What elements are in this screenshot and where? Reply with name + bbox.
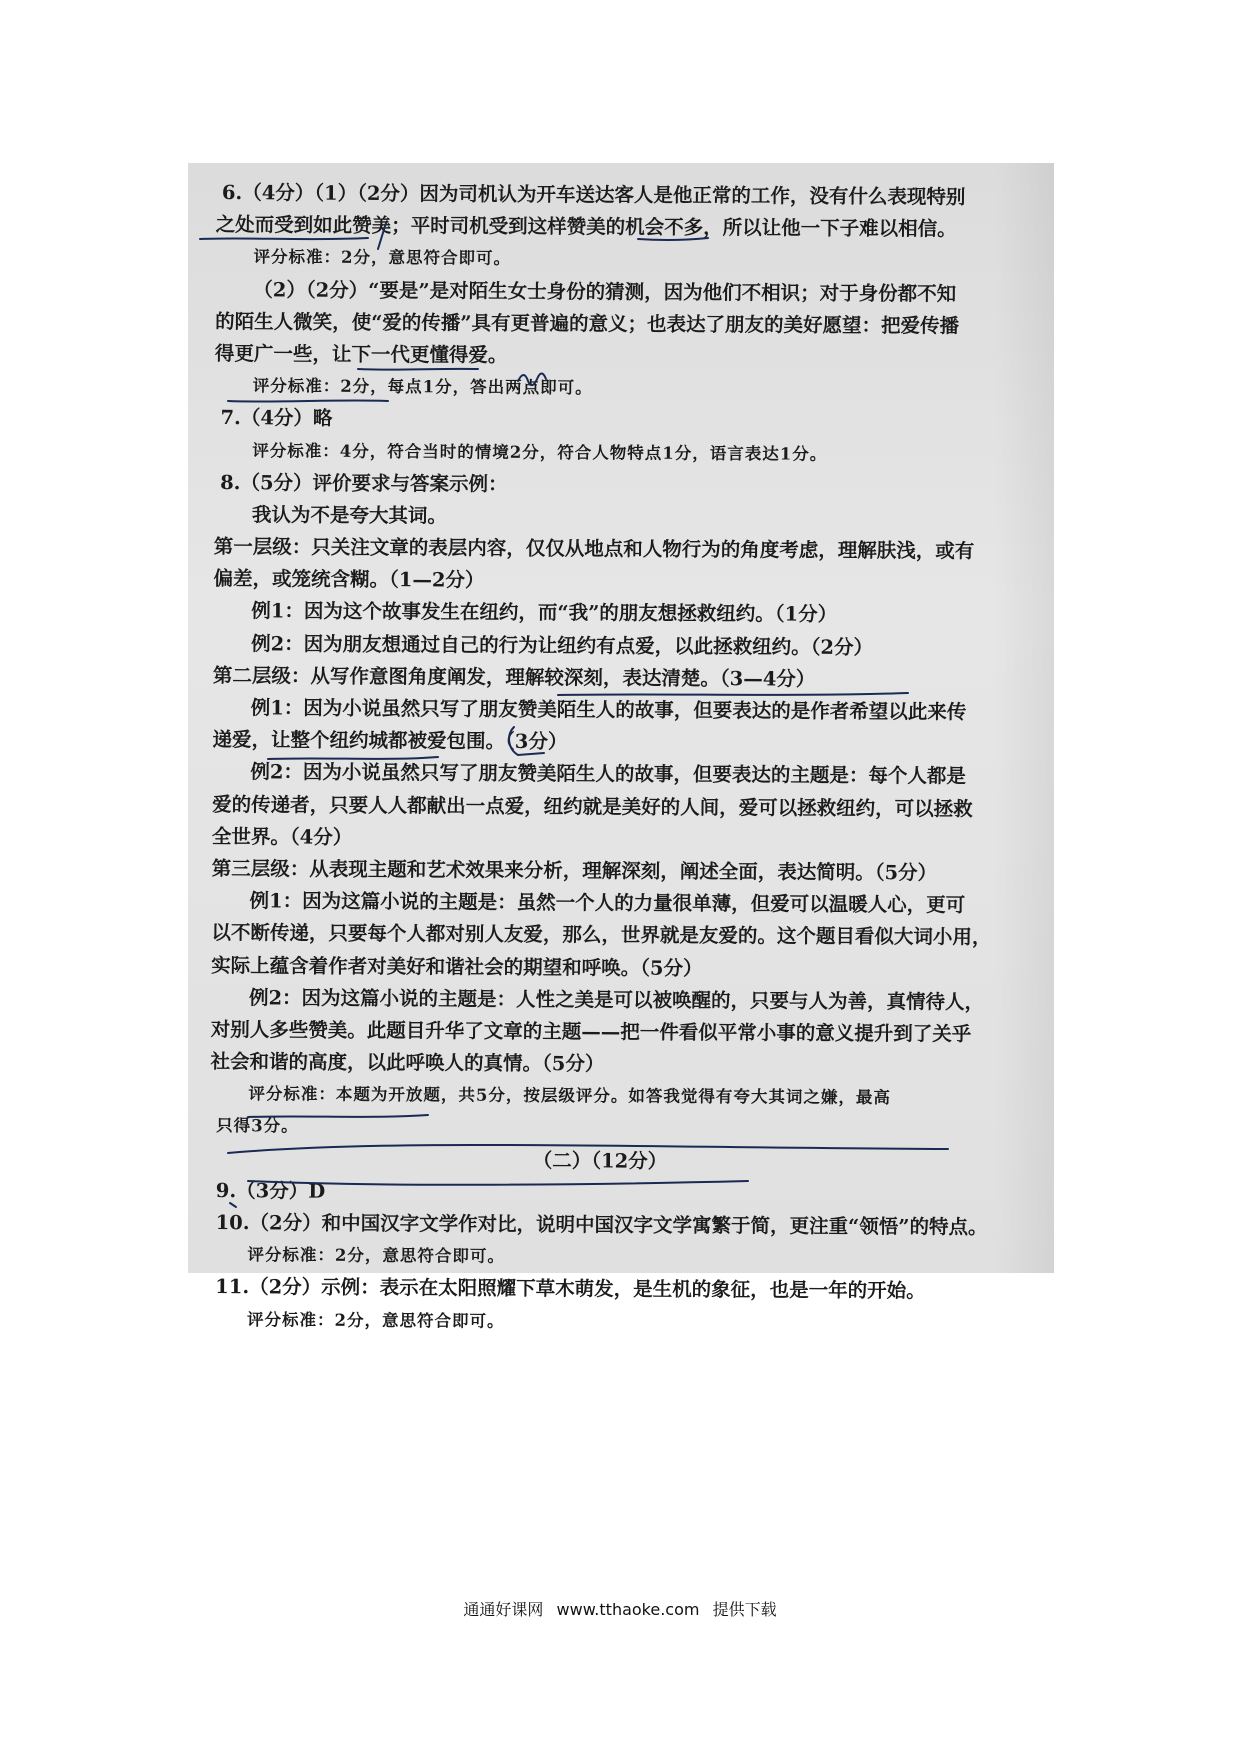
text-line: 第三层级：从表现主题和艺术效果来分析，理解深刻，阐述全面，表达简明。（5分）	[211, 856, 938, 885]
text-line: 评分标准：本题为开放题，共5分，按层级评分。如答我觉得有夸大其词之嫌，最高	[248, 1084, 891, 1108]
text-line: 全世界。（4分）	[211, 824, 353, 849]
text-line: 得更广一些，让下一代更懂得爱。	[214, 341, 508, 367]
text-line: 实际上蕴含着作者对美好和谐社会的期望和呼唤。（5分）	[211, 953, 703, 980]
text-line: 以不断传递，只要每个人都对别人友爱，那么，世界就是友爱的。这个题目看似大词小用，	[211, 921, 992, 950]
text-line: 例2：因为小说虽然只写了朋友赞美陌生人的故事，但要表达的主题是：每个人都是	[250, 760, 967, 788]
scanned-answer-sheet-photo	[188, 163, 1054, 1331]
text-line: 我认为不是夸大其词。	[251, 503, 448, 528]
text-line: 例2：因为这篇小说的主题是：人性之美是可以被唤醒的，只要与人为善，真情待人，	[248, 985, 985, 1014]
text-line: 第二层级：从写作意图角度阐发，理解较深刻，表达清楚。（3—4分）	[212, 663, 816, 691]
text-line: 评分标准：2分，每点1分，答出两点即可。	[252, 376, 593, 398]
text-line: 例1：因为小说虽然只写了朋友赞美陌生人的故事，但要表达的是作者希望以此来传	[250, 696, 967, 724]
text-line: 评分标准：4分，符合当时的情境2分，符合人物特点1分，语言表达1分。	[252, 440, 828, 464]
text-line: （二）（12分）	[532, 1148, 668, 1173]
text-line: 8.（5分）评价要求与答案示例：	[220, 470, 508, 496]
footer-note: 提供下载	[712, 1600, 777, 1619]
text-line: 偏差，或笼统含糊。（1—2分）	[213, 567, 485, 592]
text-line: 的陌生人微笑，使“爱的传播”具有更普遍的意义；也表达了朋友的美好愿望：把爱传播	[215, 309, 960, 338]
answer-text-block	[209, 177, 996, 1340]
text-line: 递爱，让整个纽约城都被爱包围。（3分）	[212, 728, 568, 754]
text-line: 10.（2分）和中国汉字文学作对比，说明中国汉字文学寓繁于简，更注重“领悟”的特点。	[215, 1211, 988, 1239]
text-line: 之处而受到如此赞美；平时司机受到这样赞美的机会不多，所以让他一下子难以相信。	[215, 213, 957, 241]
text-line: 第一层级：只关注文章的表层内容，仅仅从地点和人物行为的角度考虑，理解肤浅，或有	[213, 535, 975, 563]
footer-url[interactable]: www.tthaoke.com	[556, 1600, 700, 1619]
text-line: 6.（4分）（1）（2分）因为司机认为开车送达客人是他正常的工作，没有什么表现特别	[221, 181, 966, 209]
text-line: 社会和谐的高度，以此呼唤人的真情。（5分）	[210, 1050, 605, 1076]
text-line: 评分标准：2分，意思符合即可。	[247, 1245, 505, 1266]
text-line: 只得3分。	[216, 1116, 299, 1136]
text-line: （2）（2分）“要是”是对陌生女士身份的猜测，因为他们不相识；对于身份都不知	[253, 277, 957, 306]
text-line: 爱的传递者，只要人人都献出一点爱，纽约就是美好的人间，爱可以拯救纽约，可以拯救	[212, 792, 973, 821]
text-line: 例2：因为朋友想通过自己的行为让纽约有点爱，以此拯救纽约。（2分）	[251, 631, 874, 659]
page-footer	[0, 1597, 1240, 1620]
text-line: 9.（3分）D	[215, 1178, 326, 1203]
footer-site-name: 通通好课网	[463, 1600, 544, 1619]
text-line: 评分标准：2分，意思符合即可。	[253, 247, 512, 269]
text-line: 7.（4分）略	[220, 406, 333, 431]
text-line: 11.（2分）示例：表示在太阳照耀下草木萌发，是生机的象征，也是一年的开始。	[215, 1275, 926, 1303]
text-line: 对别人多些赞美。此题目升华了文章的主题——把一件看似平常小事的意义提升到了关乎	[210, 1017, 972, 1046]
text-line: 例1：因为这篇小说的主题是：虽然一个人的力量很单薄，但爱可以温暖人心，更可	[249, 889, 966, 917]
text-line: 评分标准：2分，意思符合即可。	[246, 1309, 505, 1331]
text-line: 例1：因为这个故事发生在纽约，而“我”的朋友想拯救纽约。（1分）	[251, 599, 838, 627]
